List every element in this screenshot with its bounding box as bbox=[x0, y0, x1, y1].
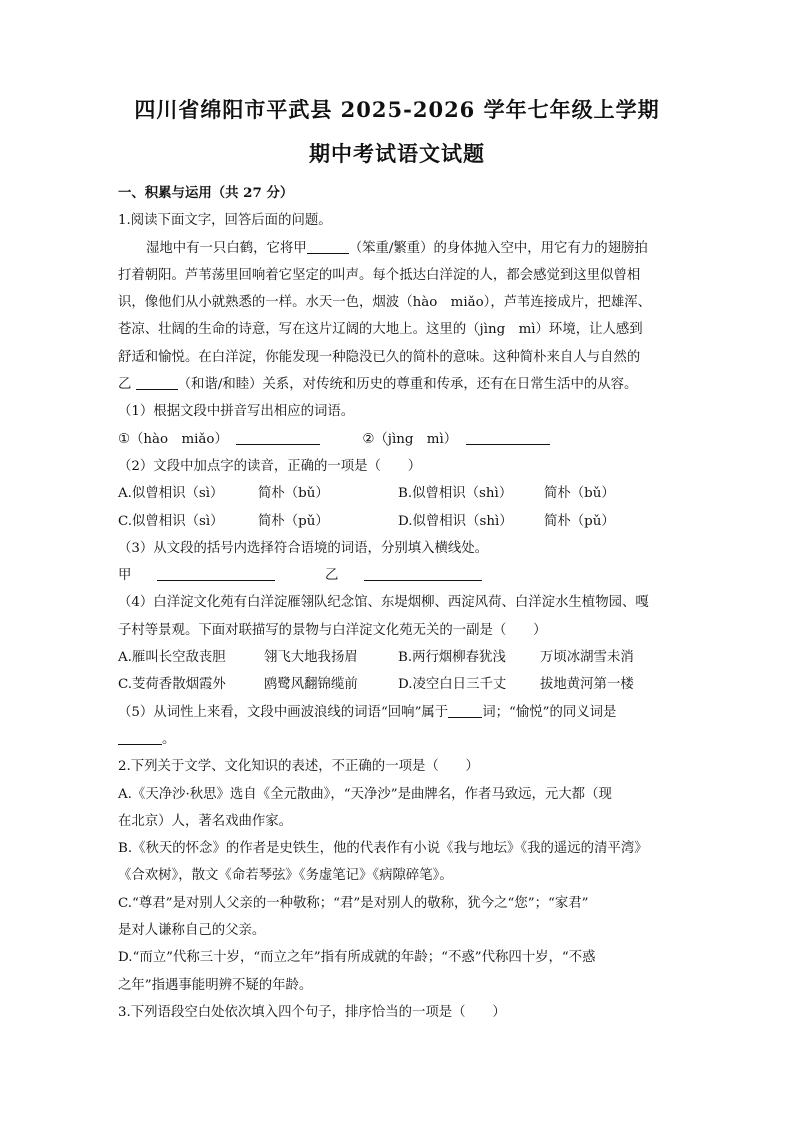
pinyin-prompt-b: ②（jìng mì） bbox=[362, 431, 458, 447]
answer-blank-b[interactable] bbox=[466, 430, 550, 445]
question-1-1-stem: （1）根据文段中拼音写出相应的词语。 bbox=[118, 404, 355, 420]
question-1-stem: 1.阅读下面文字，回答后面的问题。 bbox=[118, 213, 332, 229]
question-1-2-stem: （2）文段中加点字的读音，正确的一项是（ ） bbox=[118, 458, 422, 474]
option-d[interactable]: D.凌空白日三千丈 拔地黄河第一楼 bbox=[398, 677, 634, 693]
label-yi: 乙 bbox=[324, 568, 339, 584]
question-3-stem: 3.下列语段空白处依次填入四个句子，排序恰当的一项是（ ） bbox=[118, 1004, 506, 1020]
answer-blank-a[interactable] bbox=[236, 430, 320, 445]
option-a[interactable]: A.雁叫长空敌丧胆 翎飞大地我扬眉 bbox=[118, 650, 358, 666]
question-1-3-answers bbox=[118, 562, 678, 589]
option-c[interactable]: C.似曾相识（sì） 简朴（pǔ） bbox=[118, 513, 329, 529]
passage-line-5: 舒适和愉悦。在白洋淀，你能发现一种隐没已久的简朴的意味。这种简朴来自人与自然的 bbox=[118, 349, 641, 365]
question-1-4-options-cd bbox=[118, 671, 678, 698]
question-2-option-d-2: 之年”指遇事能明辨不疑的年龄。 bbox=[118, 977, 313, 993]
option-b[interactable]: B.两行烟柳春犹浅 万顷冰湖雪未消 bbox=[398, 650, 634, 666]
passage-line-1 bbox=[118, 235, 678, 262]
exam-title-line2: 期中考试语文试题 bbox=[309, 141, 485, 166]
passage-text: 乙 bbox=[118, 377, 132, 393]
question-1-5-line-2: 。 bbox=[118, 726, 678, 753]
option-a[interactable]: A.似曾相识（sì） 简朴（bǔ） bbox=[118, 486, 329, 502]
question-1-1-answers bbox=[118, 426, 678, 453]
question-1-2-options-cd bbox=[118, 508, 678, 535]
option-b[interactable]: B.似曾相识（shì） 简朴（bǔ） bbox=[398, 486, 615, 502]
option-d[interactable]: D.似曾相识（shì） 简朴（pǔ） bbox=[398, 513, 615, 529]
passage-text: 湿地中有一只白鹤，它将甲 bbox=[146, 240, 307, 256]
label-jia: 甲 bbox=[118, 568, 132, 584]
option-c[interactable]: C.芰荷香散烟霞外 鸥鹭风翻锦缆前 bbox=[118, 677, 358, 693]
question-2-option-b-1[interactable]: B.《秋天的怀念》的作者是史铁生，他的代表作有小说《我与地坛》《我的遥远的清平湾》 bbox=[118, 841, 648, 857]
exam-content bbox=[118, 180, 678, 1026]
blank-jia[interactable] bbox=[307, 239, 349, 254]
question-2-option-c-1[interactable]: C.“尊君”是对别人父亲的一种敬称；“君”是对别人的敬称，犹今之“您”；“家君” bbox=[118, 895, 589, 911]
question-1-4-options-ab bbox=[118, 644, 678, 671]
pinyin-prompt-a: ①（hào miǎo） bbox=[118, 431, 228, 447]
question-2-stem: 2.下列关于文学、文化知识的表述，不正确的一项是（ ） bbox=[118, 759, 479, 775]
answer-blank-jia[interactable] bbox=[157, 566, 275, 581]
question-1-4-stem-2: 子村等景观。下面对联描写的景物与白洋淀文化苑无关的一副是（ ） bbox=[118, 622, 547, 638]
answer-blank-yi[interactable] bbox=[364, 566, 482, 581]
question-1-3-stem: （3）从文段的括号内选择符合语境的词语，分别填入横线处。 bbox=[118, 540, 489, 556]
answer-blank-part-of-speech[interactable] bbox=[448, 703, 482, 718]
passage-text: （和谐/和睦）关系，对传统和历史的尊重和传承，还有在日常生活中的从容。 bbox=[177, 377, 638, 393]
question-1-2-options-ab bbox=[118, 480, 678, 507]
answer-blank-synonym[interactable] bbox=[118, 730, 162, 745]
question-1-5-line-1: （5）从词性上来看，文段中画波浪线的词语“回响”属于 词；“愉悦”的同义词是 bbox=[118, 704, 617, 720]
blank-yi[interactable] bbox=[136, 375, 178, 390]
question-1-4-stem-1: （4）白洋淀文化苑有白洋淀雁翎队纪念馆、东堤烟柳、西淀风荷、白洋淀水生植物园、嘎 bbox=[118, 595, 649, 611]
question-2-option-b-2: 《合欢树》，散文《命若琴弦》《务虚笔记》《病隙碎笔》。 bbox=[118, 868, 453, 884]
passage-line-4: 苍凉、壮阔的生命的诗意，写在这片辽阔的大地上。这里的（jìng mì）环境，让人感到 bbox=[118, 322, 643, 338]
section-heading: 一、积累与运用（共 27 分） bbox=[118, 185, 294, 201]
passage-line-2: 打着朝阳。芦苇荡里回响着它坚定的叫声。每个抵达白洋淀的人，都会感觉到这里似曾相 bbox=[118, 267, 641, 283]
exam-title-line1: 四川省绵阳市平武县 2025-2026 学年七年级上学期 bbox=[134, 97, 660, 122]
question-2-option-d-1[interactable]: D.“而立”代称三十岁，“而立之年”指有所成就的年龄；“不惑”代称四十岁，“不惑 bbox=[118, 950, 596, 966]
question-2-option-a-2: 在北京）人，著名戏曲作家。 bbox=[118, 813, 293, 829]
passage-line-3: 识，像他们从小就熟悉的一样。水天一色，烟波（hào miǎo），芦苇连接成片，把雄浑、 bbox=[118, 295, 652, 311]
question-2-option-a-1[interactable]: A.《天净沙·秋思》选自《全元散曲》，“天净沙”是曲牌名，作者马致远，元大都（现 bbox=[118, 786, 612, 802]
question-2-option-c-2: 是对人谦称自己的父亲。 bbox=[118, 923, 266, 939]
passage-line-6 bbox=[118, 371, 678, 398]
passage-text: （笨重/繁重）的身体抛入空中，用它有力的翅膀拍 bbox=[348, 240, 648, 256]
